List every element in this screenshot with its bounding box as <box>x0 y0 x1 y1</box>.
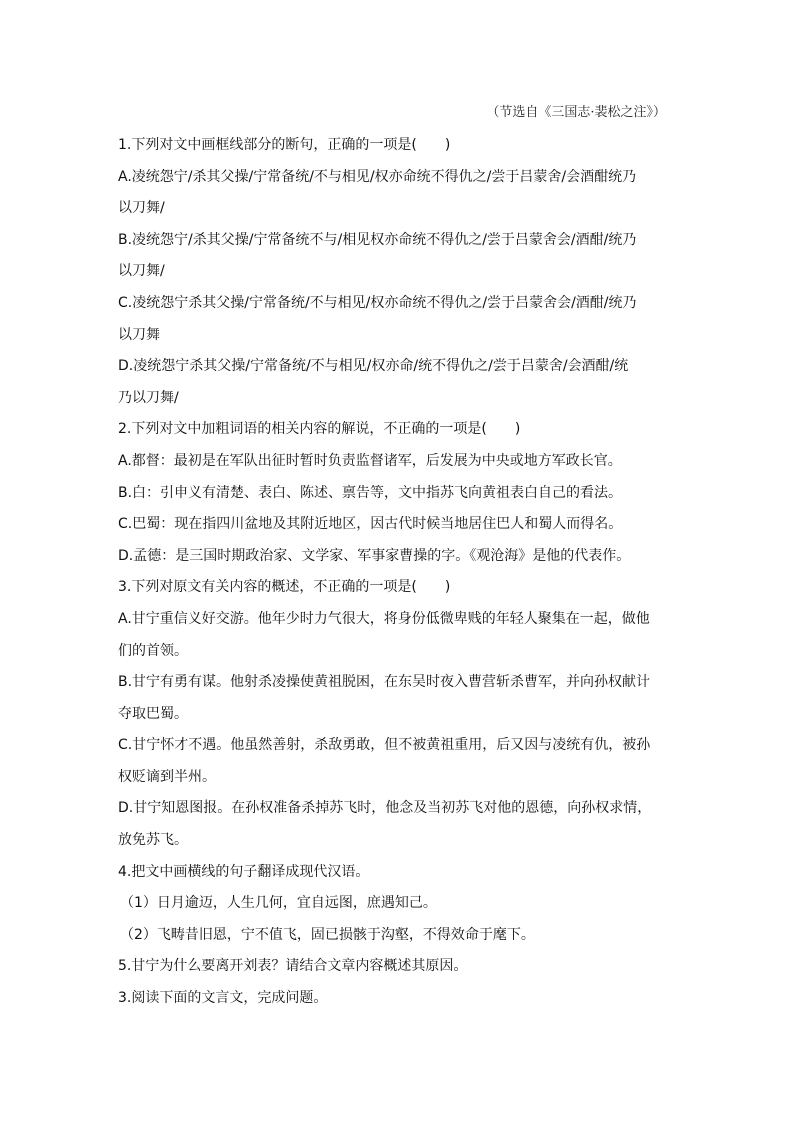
q3-option-a-line-1: A.甘宁重信义好交游。他年少时力气很大，将身份低微卑贱的年轻人聚集在一起，做他 <box>118 610 650 627</box>
q1-option-a-line-2: 以刀舞/ <box>118 200 165 217</box>
q1-option-a-line-1: A.凌统怨宁/杀其父操/宁常备统/不与相见/权亦命统不得仇之/尝于吕蒙舍/会酒酣统乃 <box>118 168 637 185</box>
q3-option-b-line-2: 夺取巴蜀。 <box>118 705 188 722</box>
question-content <box>118 130 678 1015</box>
q2-option-b: B.白：引申义有清楚、表白、陈述、禀告等，文中指苏飞向黄祖表白自己的看法。 <box>118 484 623 501</box>
q4-sentence-1: （1）日月逾迈，人生几何，宜自远图，庶遇知己。 <box>120 895 437 912</box>
q1-option-d-line-2: 乃以刀舞/ <box>118 389 179 406</box>
q1-option-c-line-2: 以刀舞 <box>118 326 160 343</box>
q2-option-d: D.孟德：是三国时期政治家、文学家、军事家曹操的字。《观沧海》是他的代表作。 <box>118 547 631 564</box>
q4-sentence-2: （2）飞畴昔旧恩，宁不值飞，固已损骸于沟壑，不得效命于麾下。 <box>120 926 535 943</box>
q3-option-c-line-2: 权贬谪到半州。 <box>118 768 216 785</box>
q1-option-b-line-2: 以刀舞/ <box>118 263 165 280</box>
next-section-heading: 3.阅读下面的文言文，完成问题。 <box>118 990 328 1007</box>
q3-option-d-line-1: D.甘宁知恩图报。在孙权准备杀掉苏飞时，他念及当初苏飞对他的恩德，向孙权求情， <box>118 800 652 817</box>
question-1-stem: 1.下列对文中画框线部分的断句，正确的一项是( ) <box>118 137 451 153</box>
q2-option-c: C.巴蜀：现在指四川盆地及其附近地区，因古代时候当地居住巴人和蜀人而得名。 <box>118 516 623 533</box>
q1-option-b-line-1: B.凌统怨宁/杀其父操/宁常备统不与/相见权亦命统不得仇之/尝于吕蒙舍会/酒酣/统乃 <box>118 231 637 248</box>
q3-option-a-line-2: 们的首领。 <box>118 642 188 659</box>
source-citation: （节选自《三国志·裴松之注》） <box>486 105 666 120</box>
q1-option-d-line-1: D.凌统怨宁杀其父操/宁常备统/不与相见/权亦命/统不得仇之/尝于吕蒙舍/会酒酣/统 <box>118 358 629 375</box>
q1-option-c-line-1: C.凌统怨宁杀其父操/宁常备统/不与相见/权亦命统不得仇之/尝于吕蒙舍会/酒酣/统乃 <box>118 294 637 311</box>
q2-option-a: A.都督：最初是在军队出征时暂时负责监督诸军，后发展为中央或地方军政长官。 <box>118 452 622 469</box>
question-4-stem: 4.把文中画横线的句子翻译成现代汉语。 <box>118 863 370 880</box>
q3-option-d-line-2: 放免苏飞。 <box>118 832 188 849</box>
question-2-stem: 2.下列对文中加粗词语的相关内容的解说，不正确的一项是( ) <box>118 421 521 438</box>
question-5-stem: 5.甘宁为什么要离开刘表？请结合文章内容概述其原因。 <box>118 958 468 975</box>
question-3-stem: 3.下列对原文有关内容的概述，不正确的一项是( ) <box>118 579 451 596</box>
q3-option-c-line-1: C.甘宁怀才不遇。他虽然善射，杀敌勇敢，但不被黄祖重用，后又因与凌统有仇，被孙 <box>118 737 651 754</box>
q3-option-b-line-1: B.甘宁有勇有谋。他射杀凌操使黄祖脱困，在东吴时夜入曹营斩杀曹军，并向孙权献计 <box>118 674 651 691</box>
